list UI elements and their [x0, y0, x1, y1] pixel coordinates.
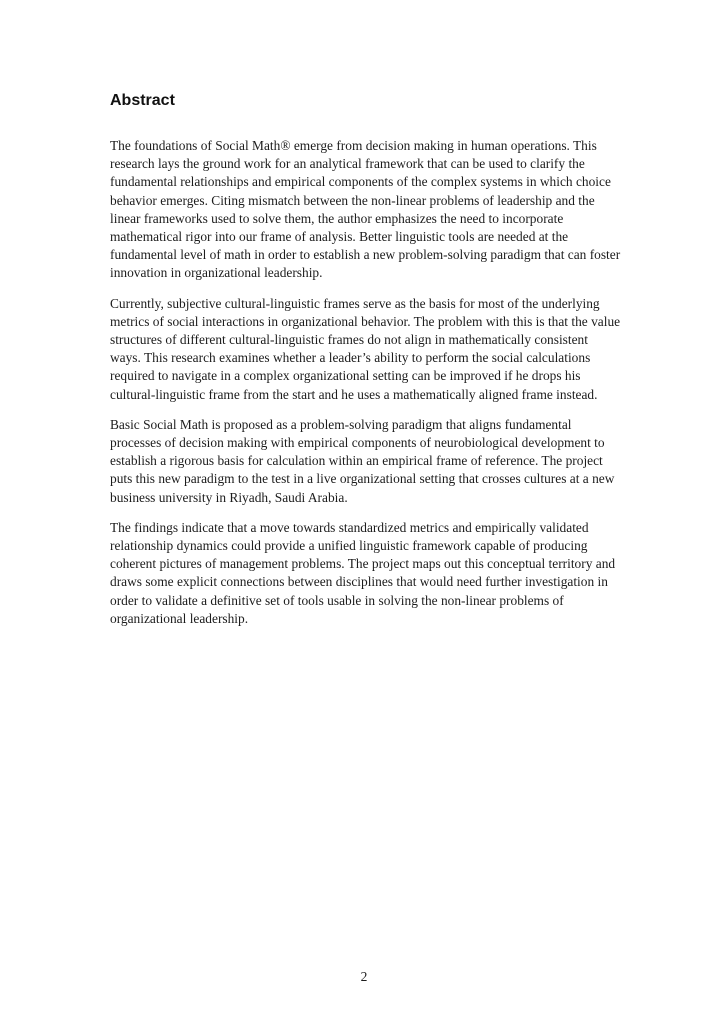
page-number: 2: [360, 969, 368, 984]
abstract-paragraph-1: The foundations of Social Math® emerge from decision making in human operations. This research lays the ground work for an analytical framework that can be used to clarify the fundamental relationships and empirical components of the complex systems in which choice behavior emerges. Citing mismatch between the non-linear problems of leadership and the linear frameworks used to solve them, the author emphasizes the need to incorporate mathematical rigor into our frame of analysis. Better linguistic tools are needed at the fundamental level of math in order to establish a new problem-solving paradigm that can foster innovation in organizational leadership.: [110, 138, 621, 281]
abstract-paragraph-4: The findings indicate that a move towards standardized metrics and empirically validated relationship dynamics could provide a unified linguistic framework capable of producing coherent pictures of management problems. The project maps out this conceptual territory and draws some explicit connections between disciplines that would need further investigation in order to validate a definitive set of tools usable in solving the non-linear problems of organizational leadership.: [110, 519, 616, 626]
abstract-paragraph-2: Currently, subjective cultural-linguistic frames serve as the basis for most of the underlying metrics of social interactions in organizational behavior. The problem with this is that the value structures of different cultural-linguistic frames do not align in mathematically consistent ways. This research examines whether a leader’s ability to perform the social calculations required to navigate in a complex organizational setting can be improved if he drops his cultural-linguistic frame from the start and he uses a mathematically aligned frame instead.: [110, 295, 621, 402]
abstract-body: [110, 137, 622, 640]
abstract-paragraph-3: Basic Social Math is proposed as a problem-solving paradigm that aligns fundamental processes of decision making with empirical components of neurobiological development to establish a rigorous basis for calculation within an empirical frame of reference. The project puts this new paradigm to the test in a live organizational setting that crosses cultures at a new business university in Riyadh, Saudi Arabia.: [110, 416, 615, 505]
abstract-heading: Abstract: [110, 92, 175, 109]
